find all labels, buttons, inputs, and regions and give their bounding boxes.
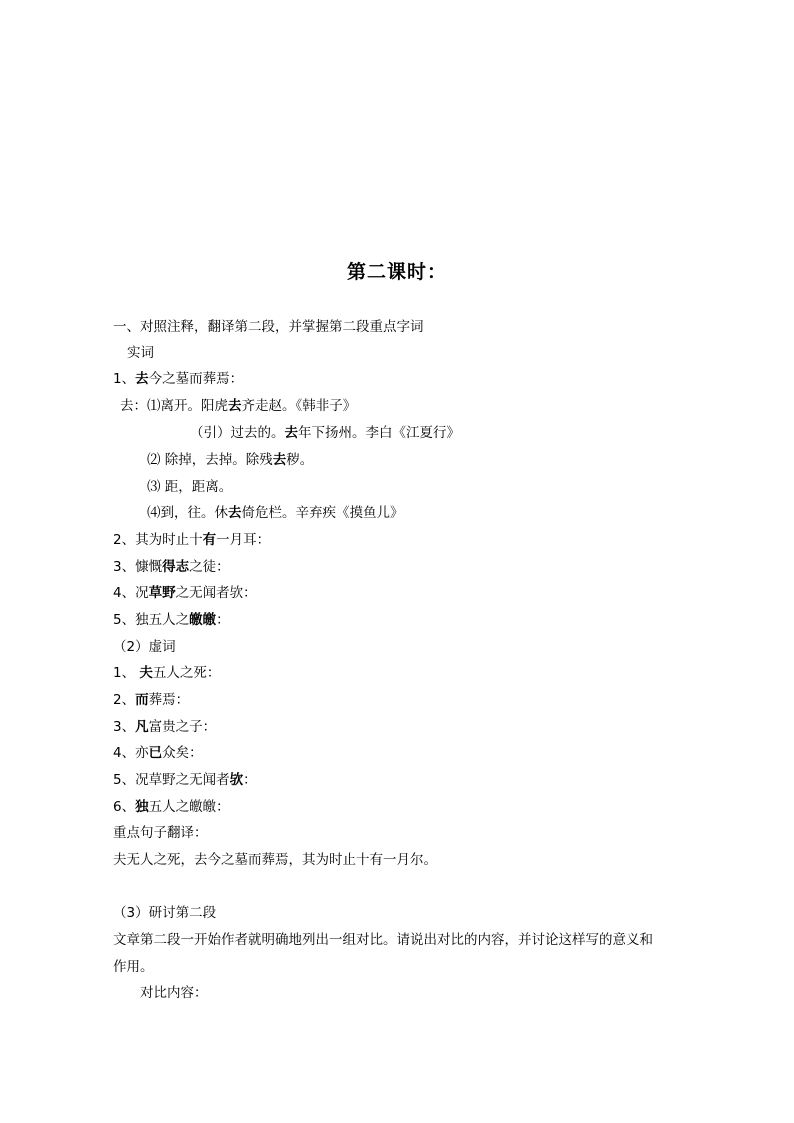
item-text: 况草野之无闻者 [135, 772, 230, 788]
item-text: 五人之皦皦： [148, 799, 230, 815]
item-text: 况 [135, 585, 149, 601]
meaning-rest: 齐走赵。《韩非子》 [241, 398, 357, 414]
qu-meaning-1 [120, 397, 356, 415]
key-word: 得志 [162, 559, 190, 575]
meaning-rest: 倚危栏。辛弃疾《摸鱼儿》 [241, 505, 404, 521]
item-text: 五人之死： [152, 665, 221, 681]
vocab-item-4 [113, 584, 257, 602]
meaning-rest: 秽。 [286, 452, 314, 468]
function-word-item-6 [113, 798, 230, 816]
item-number: 4、 [113, 745, 136, 761]
key-sentence: 夫无人之死，去今之墓而葬焉，其为时止十有一月尔。 [113, 852, 437, 868]
item-number: 3、 [113, 719, 136, 735]
item-text: 之徒： [189, 559, 230, 575]
item-number: 2、 [113, 692, 136, 708]
section2-heading: （2）虚词 [113, 639, 176, 655]
function-word-item-5 [113, 771, 257, 789]
qu-label: 去： [120, 398, 147, 414]
item-number: 3、 [113, 559, 136, 575]
item-text: 葬焉： [148, 692, 190, 708]
key-word: 去 [228, 505, 242, 521]
section1-subheading: 实词 [127, 345, 154, 361]
sentence-label: 重点句子翻译： [113, 825, 208, 841]
function-word-item-1 [113, 664, 220, 682]
key-word: 凡 [135, 719, 149, 735]
qu-meaning-1b [190, 424, 460, 442]
item-text: 众矣： [162, 745, 203, 761]
item-text: ： [216, 612, 230, 628]
item-text: 今之墓而葬焉： [148, 371, 244, 387]
item-text: 慷慨 [135, 559, 163, 575]
key-word: 独 [135, 799, 149, 815]
key-word: 皦皦 [189, 612, 217, 628]
key-word: 夫 [139, 665, 153, 681]
key-word: 草野 [148, 585, 176, 601]
meaning-text: 离开。阳虎 [160, 398, 228, 414]
key-word: 已 [148, 745, 163, 761]
function-word-item-2 [113, 691, 189, 709]
meaning-mark: ⑵ [147, 452, 161, 468]
meaning-text: 到，往。休 [160, 505, 228, 521]
item-number: 5、 [113, 612, 136, 628]
key-word: 去 [135, 371, 149, 387]
key-word: 欤 [229, 772, 244, 788]
key-word: 去 [284, 425, 298, 441]
page-title: 第二课时： [346, 261, 447, 283]
function-word-item-3 [113, 718, 216, 736]
discussion-paragraph-line-1: 文章第二段一开始作者就明确地列出一组对比。请说出对比的内容，并讨论这样写的意义和 [113, 932, 653, 948]
key-word: 去 [272, 452, 287, 468]
item-number: 4、 [113, 585, 136, 601]
key-word: 而 [135, 692, 149, 708]
vocab-item-1 [113, 370, 243, 388]
section3-heading: （3）研讨第二段 [113, 905, 217, 921]
key-word: 去 [228, 398, 242, 414]
meaning-rest: 年下扬州。李白《江夏行》 [298, 425, 460, 441]
item-text: 其为时止十 [135, 532, 203, 548]
meaning-text: 距，距离。 [160, 479, 233, 495]
key-word: 有 [202, 532, 217, 548]
item-text: 之无闻者欤： [175, 585, 257, 601]
item-number: 5、 [113, 772, 136, 788]
vocab-item-2 [113, 531, 270, 549]
item-number: 6、 [113, 799, 136, 815]
section1-heading: 一、对照注释，翻译第二段，并掌握第二段重点字词 [113, 319, 424, 335]
meaning-text: （引）过去的。 [190, 425, 285, 441]
function-word-item-4 [113, 744, 203, 762]
item-number: 1、 [113, 665, 136, 681]
item-number: 2、 [113, 532, 136, 548]
meaning-mark: ⑴ [147, 398, 161, 414]
compare-label: 对比内容： [140, 985, 208, 1001]
item-text: 一月耳： [216, 532, 271, 548]
meaning-mark: ⑷ [147, 505, 161, 521]
vocab-item-5 [113, 611, 230, 629]
meaning-mark: ⑶ [147, 479, 161, 495]
qu-meaning-2 [147, 451, 313, 469]
discussion-paragraph-line-2: 作用。 [113, 959, 154, 975]
item-number: 1、 [113, 371, 136, 387]
vocab-item-3 [113, 558, 230, 576]
meaning-text: 除掉，去掉。除残 [160, 452, 273, 468]
item-text: ： [243, 772, 257, 788]
qu-meaning-4 [147, 504, 404, 522]
item-text: 亦 [135, 745, 149, 761]
item-text: 独五人之 [135, 612, 190, 628]
item-text: 富贵之子： [148, 719, 217, 735]
qu-meaning-3 [147, 478, 232, 496]
